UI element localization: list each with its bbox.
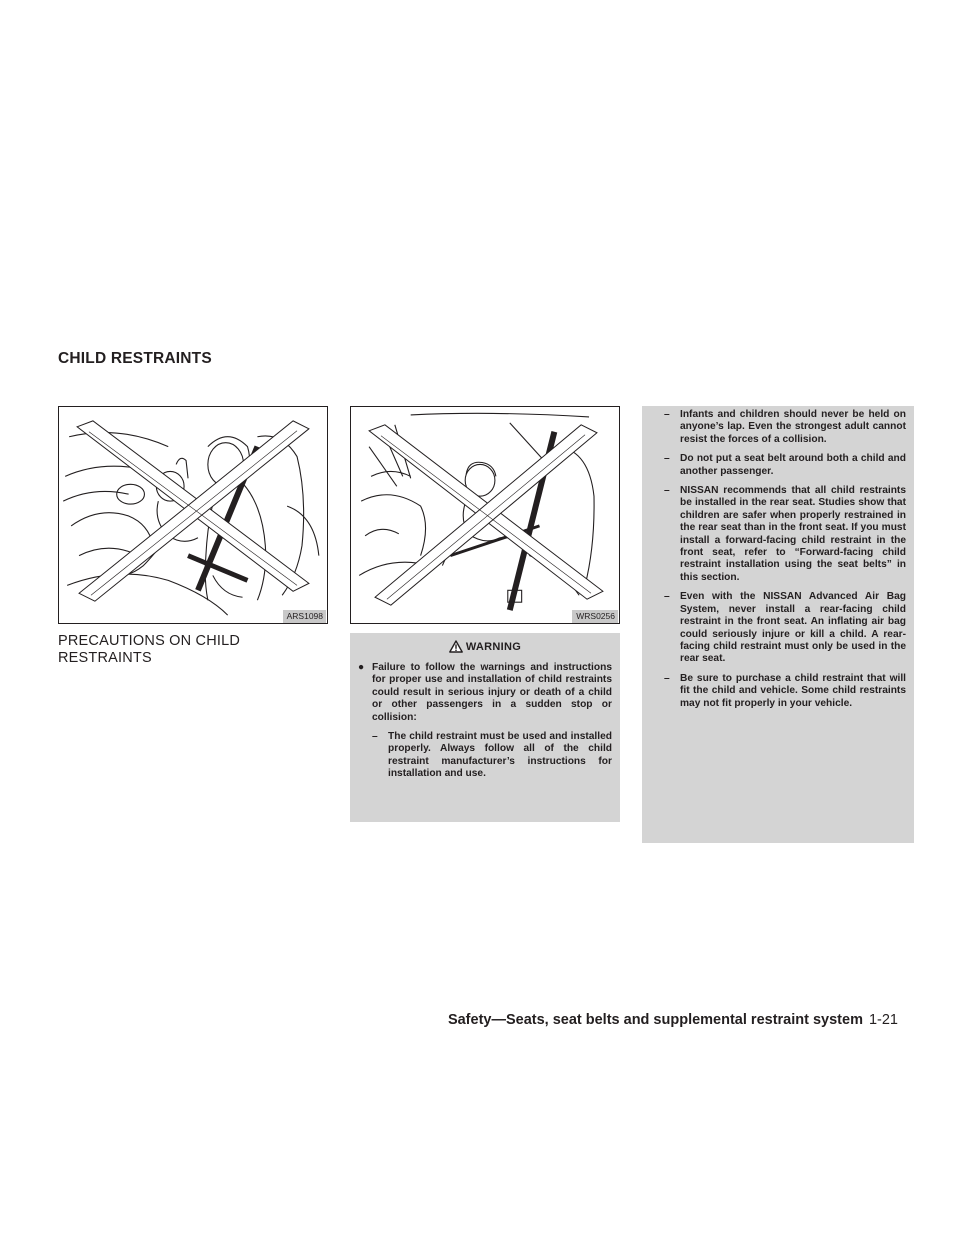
warning-bullet-text: Failure to follow the warnings and instructions for proper use and installation of child restraints could result in serious injury or death of a child or other passengers in a sudden stop or collision: bbox=[372, 662, 612, 723]
dash-mark: – bbox=[664, 672, 670, 684]
child-on-lap-illustration bbox=[59, 407, 327, 623]
warning-item-text: Do not put a seat belt around both a child and another passenger. bbox=[680, 453, 906, 477]
dash-mark: – bbox=[664, 409, 670, 420]
warning-box bbox=[350, 633, 620, 822]
warning-triangle-icon bbox=[449, 640, 463, 653]
warning-item bbox=[664, 591, 906, 665]
child-front-seat-illustration bbox=[351, 407, 619, 623]
dash-mark: – bbox=[664, 591, 670, 603]
figure-code: WRS0256 bbox=[572, 610, 618, 623]
warning-label: WARNING bbox=[465, 641, 522, 653]
warning-item bbox=[664, 409, 906, 446]
dash-mark: – bbox=[664, 453, 670, 465]
subsection-title: PRECAUTIONS ON CHILD RESTRAINTS bbox=[58, 633, 241, 666]
warning-item-text: NISSAN recommends that all child restraints be installed in the rear seat. Studies show that children are safer when properly restrained in the rear seat than in the front seat. If you must install a forward-facing child restraint in the front seat, refer to “Forward-facing child restraint installation using the seat belts” in this section. bbox=[680, 485, 906, 583]
figure-code: ARS1098 bbox=[283, 610, 326, 623]
warning-item bbox=[372, 731, 612, 781]
circle-bullet-icon: ● bbox=[358, 662, 365, 673]
warning-item-text: Infants and children should never be held on anyone’s lap. Even the strongest adult cannot resist the forces of a collision. bbox=[680, 409, 906, 445]
warning-box-continued bbox=[642, 406, 914, 843]
figure-child-front-seat bbox=[350, 406, 620, 624]
page-footer bbox=[448, 1012, 898, 1028]
warning-item-text: Even with the NISSAN Advanced Air Bag System, never install a rear-facing child restraint in the front seat. An inflating air bag could seriously injure or kill a child. A rear-facing child restraint must only be used in the rear seat. bbox=[680, 591, 906, 665]
footer-title: Safety—Seats, seat belts and supplemental restraint system bbox=[447, 1012, 863, 1028]
warning-item-text: The child restraint must be used and installed properly. Always follow all of the child restraint manufacturer’s instructions for installation and use. bbox=[388, 731, 612, 780]
warning-item-text: Be sure to purchase a child restraint that will fit the child and vehicle. Some child restraints may not fit properly in your vehicle. bbox=[680, 672, 906, 709]
warning-bullet bbox=[358, 662, 612, 724]
warning-item bbox=[664, 673, 906, 710]
dash-mark: – bbox=[664, 485, 670, 497]
warning-item bbox=[664, 485, 906, 584]
warning-header bbox=[358, 640, 612, 653]
section-title: CHILD RESTRAINTS bbox=[58, 350, 212, 367]
figure-child-on-lap bbox=[58, 406, 328, 624]
warning-item bbox=[664, 453, 906, 478]
dash-mark: – bbox=[372, 731, 378, 743]
page-number: 1-21 bbox=[868, 1012, 898, 1028]
